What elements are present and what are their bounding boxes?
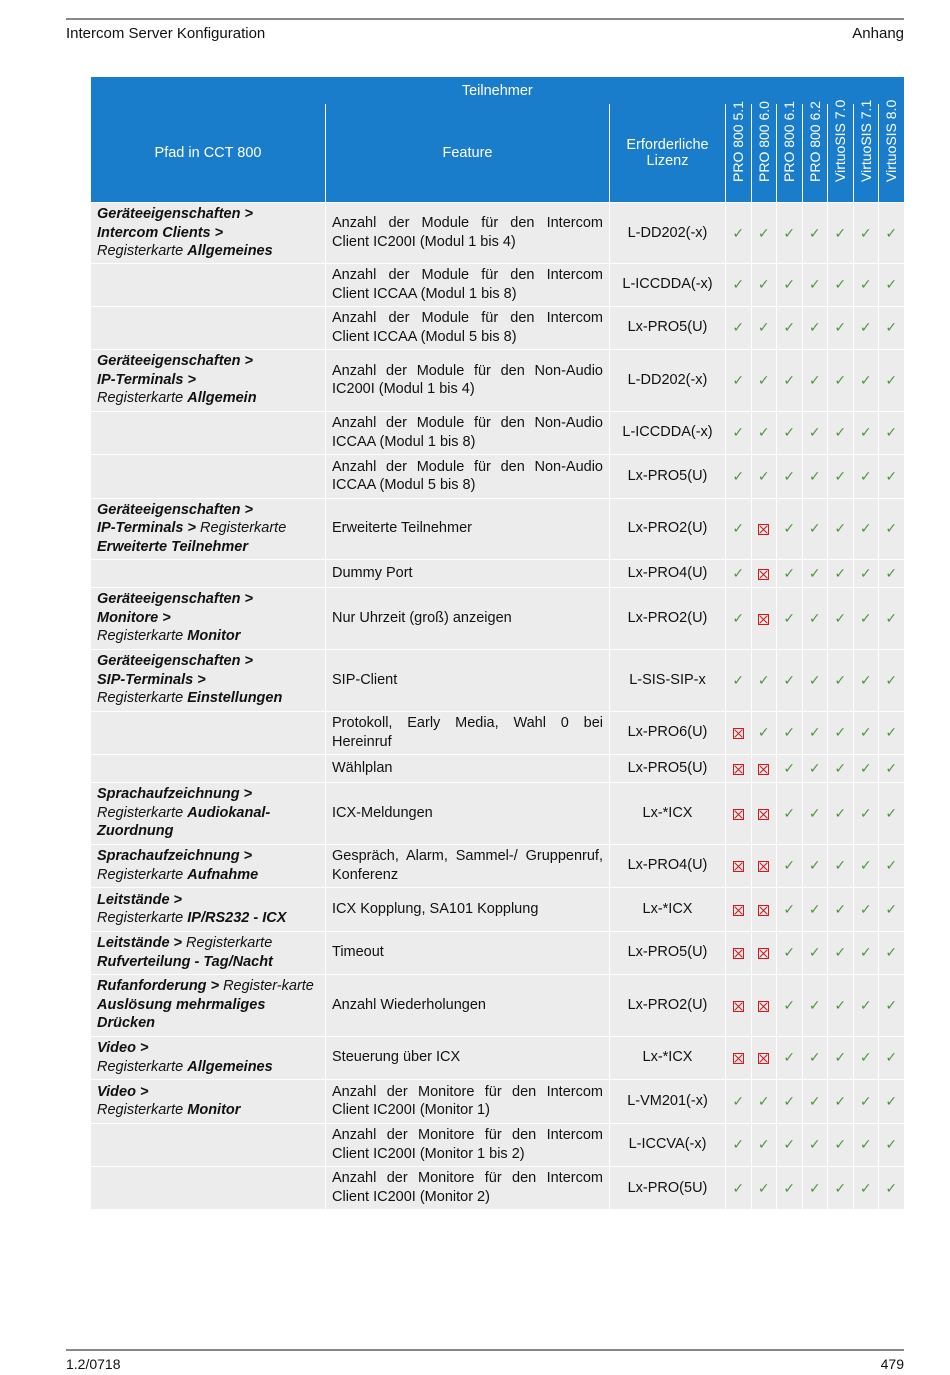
table-row — [91, 754, 905, 782]
check-icon: ✓ — [777, 559, 803, 587]
check-icon: ✓ — [751, 263, 777, 306]
cell-license: Lx-PRO(5U) — [610, 1166, 726, 1209]
check-icon: ✓ — [777, 587, 803, 649]
cross-box-icon — [751, 559, 777, 587]
check-icon: ✓ — [726, 498, 752, 559]
check-icon: ✓ — [777, 411, 803, 454]
check-icon: ✓ — [853, 649, 879, 711]
check-icon: ✓ — [802, 1123, 828, 1166]
check-icon: ✓ — [802, 931, 828, 974]
check-icon: ✓ — [853, 203, 879, 264]
page-footer — [66, 1349, 904, 1375]
check-icon: ✓ — [879, 754, 905, 782]
check-icon: ✓ — [853, 498, 879, 559]
check-icon: ✓ — [828, 203, 854, 264]
table-row — [91, 887, 905, 931]
check-icon: ✓ — [828, 844, 854, 887]
check-icon: ✓ — [879, 649, 905, 711]
table-row — [91, 411, 905, 454]
check-icon: ✓ — [777, 1036, 803, 1079]
check-icon: ✓ — [802, 498, 828, 559]
cross-box-icon — [751, 587, 777, 649]
cross-box-icon — [726, 711, 752, 754]
check-icon: ✓ — [879, 844, 905, 887]
cell-path — [91, 263, 326, 306]
cell-feature: Anzahl der Module für den Intercom Client IC200I (Modul 1 bis 4) — [326, 203, 610, 264]
check-icon: ✓ — [828, 559, 854, 587]
cell-path — [91, 1123, 326, 1166]
cell-feature: Nur Uhrzeit (groß) anzeigen — [326, 587, 610, 649]
check-icon: ✓ — [828, 754, 854, 782]
check-icon: ✓ — [777, 974, 803, 1036]
cell-path: Video > Registerkarte Allgemeines — [91, 1036, 326, 1079]
check-icon: ✓ — [853, 974, 879, 1036]
cross-box-icon — [751, 974, 777, 1036]
check-icon: ✓ — [879, 349, 905, 411]
cell-license: Lx-*ICX — [610, 1036, 726, 1079]
check-icon: ✓ — [828, 1166, 854, 1209]
cell-path: Sprachaufzeichnung > Registerkarte Aufnahme — [91, 844, 326, 887]
check-icon: ✓ — [853, 711, 879, 754]
check-icon: ✓ — [879, 782, 905, 844]
cross-box-icon — [751, 844, 777, 887]
table-row — [91, 782, 905, 844]
check-icon: ✓ — [777, 1123, 803, 1166]
check-icon: ✓ — [879, 1036, 905, 1079]
cross-box-icon — [726, 931, 752, 974]
cell-feature: Timeout — [326, 931, 610, 974]
column-header-version: PRO 800 6.0 — [751, 104, 777, 203]
cross-box-icon — [726, 782, 752, 844]
cell-path: Geräteeigenschaften > Intercom Clients > Registerkarte Allgemeines — [91, 203, 326, 264]
cell-license: Lx-PRO2(U) — [610, 587, 726, 649]
column-header-feature: Feature — [326, 104, 610, 203]
check-icon: ✓ — [802, 454, 828, 498]
check-icon: ✓ — [879, 1079, 905, 1123]
check-icon: ✓ — [777, 306, 803, 349]
column-header-version: VirtuoSIS 7.1 — [853, 104, 879, 203]
table-row — [91, 263, 905, 306]
cell-path: Leitstände > Registerkarte Rufverteilung - Tag/Nacht — [91, 931, 326, 974]
check-icon: ✓ — [726, 559, 752, 587]
cell-path — [91, 306, 326, 349]
cell-license: L-SIS-SIP-x — [610, 649, 726, 711]
table-row — [91, 649, 905, 711]
check-icon: ✓ — [777, 887, 803, 931]
cell-path — [91, 711, 326, 754]
cell-feature: Dummy Port — [326, 559, 610, 587]
cell-license: Lx-PRO5(U) — [610, 931, 726, 974]
check-icon: ✓ — [751, 1079, 777, 1123]
check-icon: ✓ — [802, 1079, 828, 1123]
check-icon: ✓ — [853, 349, 879, 411]
page-header — [66, 18, 904, 46]
check-icon: ✓ — [828, 1079, 854, 1123]
check-icon: ✓ — [751, 454, 777, 498]
cell-license: L-DD202(-x) — [610, 203, 726, 264]
cell-license: L-ICCDDA(-x) — [610, 263, 726, 306]
cell-feature: ICX-Meldungen — [326, 782, 610, 844]
check-icon: ✓ — [828, 649, 854, 711]
check-icon: ✓ — [802, 754, 828, 782]
cell-feature: Anzahl Wiederholungen — [326, 974, 610, 1036]
check-icon: ✓ — [802, 306, 828, 349]
check-icon: ✓ — [879, 1166, 905, 1209]
check-icon: ✓ — [726, 1079, 752, 1123]
check-icon: ✓ — [777, 263, 803, 306]
check-icon: ✓ — [828, 587, 854, 649]
cell-path — [91, 1166, 326, 1209]
table-row — [91, 711, 905, 754]
cross-box-icon — [726, 844, 752, 887]
check-icon: ✓ — [853, 887, 879, 931]
cross-box-icon — [726, 754, 752, 782]
check-icon: ✓ — [802, 844, 828, 887]
check-icon: ✓ — [751, 1166, 777, 1209]
check-icon: ✓ — [828, 306, 854, 349]
check-icon: ✓ — [828, 498, 854, 559]
check-icon: ✓ — [828, 411, 854, 454]
check-icon: ✓ — [802, 1166, 828, 1209]
cell-license: L-VM201(-x) — [610, 1079, 726, 1123]
cell-path: Sprachaufzeichnung > Registerkarte Audiokanal-Zuordnung — [91, 782, 326, 844]
cell-feature: Anzahl der Module für den Intercom Client ICCAA (Modul 1 bis 8) — [326, 263, 610, 306]
table-row — [91, 1036, 905, 1079]
column-header-version: VirtuoSIS 8.0 — [879, 104, 905, 203]
table-row — [91, 454, 905, 498]
cell-path: Video > Registerkarte Monitor — [91, 1079, 326, 1123]
cross-box-icon — [751, 782, 777, 844]
check-icon: ✓ — [726, 306, 752, 349]
check-icon: ✓ — [726, 454, 752, 498]
check-icon: ✓ — [802, 711, 828, 754]
check-icon: ✓ — [879, 263, 905, 306]
cell-feature: Protokoll, Early Media, Wahl 0 bei Hereinruf — [326, 711, 610, 754]
check-icon: ✓ — [802, 887, 828, 931]
cell-feature: Anzahl der Module für den Non-Audio IC200I (Modul 1 bis 4) — [326, 349, 610, 411]
check-icon: ✓ — [726, 1166, 752, 1209]
cell-license: L-ICCDDA(-x) — [610, 411, 726, 454]
check-icon: ✓ — [726, 263, 752, 306]
cross-box-icon — [726, 1036, 752, 1079]
check-icon: ✓ — [802, 649, 828, 711]
check-icon: ✓ — [802, 974, 828, 1036]
check-icon: ✓ — [853, 559, 879, 587]
check-icon: ✓ — [828, 1036, 854, 1079]
check-icon: ✓ — [751, 1123, 777, 1166]
check-icon: ✓ — [777, 782, 803, 844]
check-icon: ✓ — [777, 454, 803, 498]
check-icon: ✓ — [853, 587, 879, 649]
cell-path — [91, 411, 326, 454]
table-row — [91, 1079, 905, 1123]
document-version: 1.2/0718 — [66, 1356, 121, 1372]
page-number: 479 — [880, 1356, 904, 1372]
column-header-version: PRO 800 5.1 — [726, 104, 752, 203]
check-icon: ✓ — [802, 782, 828, 844]
check-icon: ✓ — [802, 559, 828, 587]
check-icon: ✓ — [853, 411, 879, 454]
cell-feature: Anzahl der Module für den Intercom Client ICCAA (Modul 5 bis 8) — [326, 306, 610, 349]
check-icon: ✓ — [879, 711, 905, 754]
check-icon: ✓ — [802, 203, 828, 264]
check-icon: ✓ — [853, 1166, 879, 1209]
check-icon: ✓ — [802, 263, 828, 306]
license-matrix-table — [90, 77, 905, 1209]
header-title: Intercom Server Konfiguration — [66, 25, 266, 42]
check-icon: ✓ — [879, 203, 905, 264]
check-icon: ✓ — [879, 1123, 905, 1166]
check-icon: ✓ — [751, 306, 777, 349]
table-row — [91, 203, 905, 264]
check-icon: ✓ — [879, 887, 905, 931]
table-row — [91, 844, 905, 887]
check-icon: ✓ — [777, 1166, 803, 1209]
cell-feature: Anzahl der Module für den Non-Audio ICCAA (Modul 1 bis 8) — [326, 411, 610, 454]
check-icon: ✓ — [879, 411, 905, 454]
table-row — [91, 1123, 905, 1166]
cell-feature: ICX Kopplung, SA101 Kopplung — [326, 887, 610, 931]
cell-license: Lx-*ICX — [610, 887, 726, 931]
check-icon: ✓ — [879, 931, 905, 974]
cross-box-icon — [751, 931, 777, 974]
cell-path: Geräteeigenschaften > SIP-Terminals > Registerkarte Einstellungen — [91, 649, 326, 711]
cell-license: L-DD202(-x) — [610, 349, 726, 411]
cell-feature: SIP-Client — [326, 649, 610, 711]
check-icon: ✓ — [777, 498, 803, 559]
cell-feature: Erweiterte Teilnehmer — [326, 498, 610, 559]
column-header-license: Erforderliche Lizenz — [610, 104, 726, 203]
table-row — [91, 559, 905, 587]
cell-path: Geräteeigenschaften > IP-Terminals > Registerkarte Erweiterte Teilnehmer — [91, 498, 326, 559]
check-icon: ✓ — [777, 203, 803, 264]
cross-box-icon — [726, 887, 752, 931]
cell-path: Geräteeigenschaften > Monitore > Registerkarte Monitor — [91, 587, 326, 649]
cross-box-icon — [751, 887, 777, 931]
cell-path — [91, 754, 326, 782]
cell-feature: Anzahl der Monitore für den Intercom Client IC200I (Monitor 2) — [326, 1166, 610, 1209]
table-row — [91, 306, 905, 349]
cell-feature: Anzahl der Monitore für den Intercom Client IC200I (Monitor 1) — [326, 1079, 610, 1123]
check-icon: ✓ — [853, 1079, 879, 1123]
check-icon: ✓ — [751, 411, 777, 454]
cell-path: Leitstände > Registerkarte IP/RS232 - ICX — [91, 887, 326, 931]
check-icon: ✓ — [879, 559, 905, 587]
check-icon: ✓ — [802, 411, 828, 454]
column-header-version: PRO 800 6.2 — [802, 104, 828, 203]
check-icon: ✓ — [777, 754, 803, 782]
check-icon: ✓ — [828, 263, 854, 306]
cell-license: Lx-*ICX — [610, 782, 726, 844]
cell-feature: Gespräch, Alarm, Sammel-/ Gruppenruf, Konferenz — [326, 844, 610, 887]
table-row — [91, 498, 905, 559]
check-icon: ✓ — [726, 203, 752, 264]
cross-box-icon — [751, 754, 777, 782]
cell-path: Rufanforderung > Register-karte Auslösung mehrmaliges Drücken — [91, 974, 326, 1036]
column-header-version: VirtuoSIS 7.0 — [828, 104, 854, 203]
cell-path — [91, 559, 326, 587]
check-icon: ✓ — [828, 454, 854, 498]
check-icon: ✓ — [853, 1036, 879, 1079]
check-icon: ✓ — [879, 587, 905, 649]
column-header-version: PRO 800 6.1 — [777, 104, 803, 203]
table-row — [91, 931, 905, 974]
table-row — [91, 587, 905, 649]
check-icon: ✓ — [802, 1036, 828, 1079]
cell-feature: Anzahl der Monitore für den Intercom Client IC200I (Monitor 1 bis 2) — [326, 1123, 610, 1166]
cell-license: Lx-PRO5(U) — [610, 306, 726, 349]
check-icon: ✓ — [726, 349, 752, 411]
check-icon: ✓ — [777, 931, 803, 974]
check-icon: ✓ — [828, 887, 854, 931]
cell-license: Lx-PRO5(U) — [610, 754, 726, 782]
check-icon: ✓ — [879, 454, 905, 498]
table-row — [91, 1166, 905, 1209]
cell-feature: Wählplan — [326, 754, 610, 782]
column-header-path: Pfad in CCT 800 — [91, 104, 326, 203]
check-icon: ✓ — [828, 711, 854, 754]
check-icon: ✓ — [777, 649, 803, 711]
cell-license: Lx-PRO5(U) — [610, 454, 726, 498]
check-icon: ✓ — [828, 349, 854, 411]
check-icon: ✓ — [879, 974, 905, 1036]
check-icon: ✓ — [726, 587, 752, 649]
check-icon: ✓ — [879, 498, 905, 559]
check-icon: ✓ — [751, 349, 777, 411]
cell-path: Geräteeigenschaften > IP-Terminals > Registerkarte Allgemein — [91, 349, 326, 411]
check-icon: ✓ — [828, 931, 854, 974]
cell-license: L-ICCVA(-x) — [610, 1123, 726, 1166]
check-icon: ✓ — [751, 649, 777, 711]
cross-box-icon — [751, 1036, 777, 1079]
check-icon: ✓ — [853, 454, 879, 498]
cell-license: Lx-PRO2(U) — [610, 974, 726, 1036]
cell-feature: Anzahl der Module für den Non-Audio ICCAA (Modul 5 bis 8) — [326, 454, 610, 498]
check-icon: ✓ — [853, 782, 879, 844]
check-icon: ✓ — [777, 711, 803, 754]
check-icon: ✓ — [853, 263, 879, 306]
check-icon: ✓ — [853, 754, 879, 782]
check-icon: ✓ — [726, 1123, 752, 1166]
header-section: Anhang — [852, 25, 904, 42]
check-icon: ✓ — [879, 306, 905, 349]
cell-license: Lx-PRO4(U) — [610, 844, 726, 887]
check-icon: ✓ — [777, 1079, 803, 1123]
check-icon: ✓ — [777, 844, 803, 887]
check-icon: ✓ — [828, 974, 854, 1036]
cell-license: Lx-PRO6(U) — [610, 711, 726, 754]
table-row — [91, 974, 905, 1036]
check-icon: ✓ — [853, 306, 879, 349]
check-icon: ✓ — [802, 349, 828, 411]
table-row — [91, 349, 905, 411]
check-icon: ✓ — [751, 203, 777, 264]
check-icon: ✓ — [853, 844, 879, 887]
cell-feature: Steuerung über ICX — [326, 1036, 610, 1079]
check-icon: ✓ — [777, 349, 803, 411]
check-icon: ✓ — [802, 587, 828, 649]
check-icon: ✓ — [853, 931, 879, 974]
cell-license: Lx-PRO2(U) — [610, 498, 726, 559]
check-icon: ✓ — [828, 782, 854, 844]
check-icon: ✓ — [828, 1123, 854, 1166]
cross-box-icon — [751, 498, 777, 559]
cell-license: Lx-PRO4(U) — [610, 559, 726, 587]
check-icon: ✓ — [853, 1123, 879, 1166]
check-icon: ✓ — [726, 649, 752, 711]
group-header: Teilnehmer — [91, 77, 905, 104]
cross-box-icon — [726, 974, 752, 1036]
check-icon: ✓ — [726, 411, 752, 454]
cell-path — [91, 454, 326, 498]
check-icon: ✓ — [751, 711, 777, 754]
